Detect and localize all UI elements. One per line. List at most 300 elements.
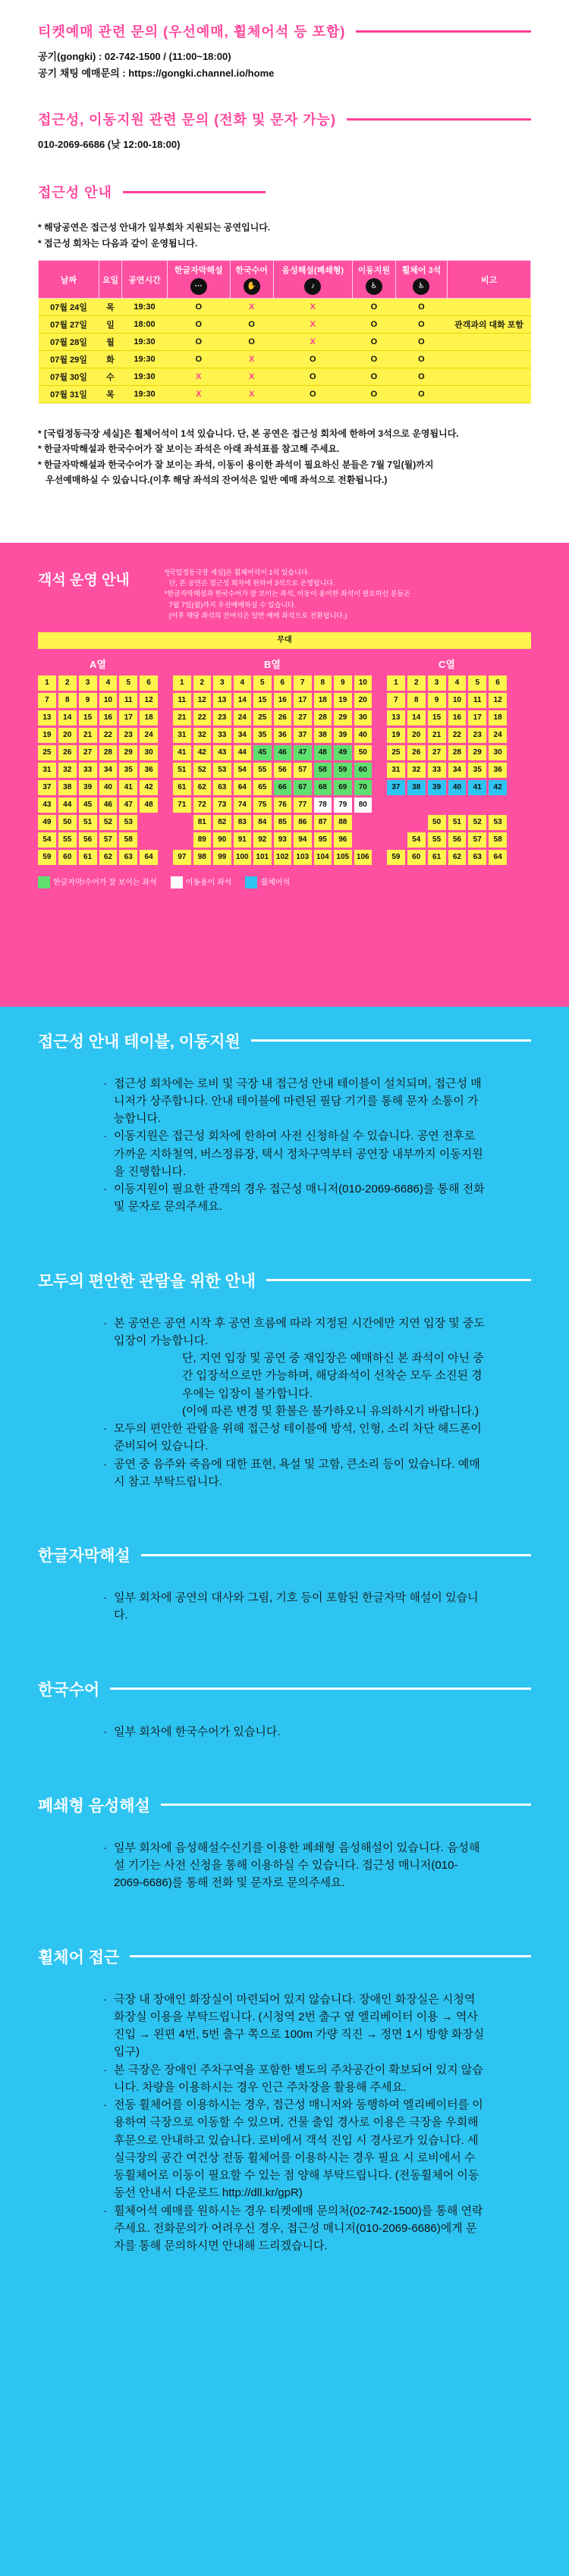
seat[interactable]: 2 [407,675,426,691]
seat[interactable]: 18 [489,710,507,725]
title-divider [266,1279,531,1281]
seat[interactable]: 42 [193,745,212,760]
table-cell: O [395,316,447,334]
seat[interactable]: 43 [213,745,231,760]
seat[interactable]: 58 [314,763,332,778]
table-cell: O [168,316,231,334]
seat[interactable]: 78 [314,798,332,813]
seat[interactable]: 28 [448,745,467,760]
seat[interactable]: 57 [99,832,118,848]
access-after-note: * [국립정동극장 세실]은 휠체어석이 1석 있습니다. 단, 본 공연은 접근성 회차에 한하여 3석으로 운영됩니다. [38,428,459,440]
seat[interactable]: 19 [387,728,405,743]
cyan-section [0,1007,569,2576]
seat[interactable]: 54 [234,763,252,778]
seat[interactable]: 51 [79,815,97,830]
col-header: 날짜 [39,261,99,299]
seat[interactable]: 81 [193,815,212,830]
seat[interactable]: 26 [58,745,77,760]
seat[interactable]: 90 [213,832,231,848]
seat[interactable]: 60 [354,763,373,778]
seat[interactable]: 5 [119,675,137,691]
seat[interactable]: 42 [140,780,158,795]
col-header: 비고 [448,261,531,299]
list-item: · 일부 회차에 한국수어가 있습니다. [114,1723,486,1741]
seat[interactable]: 60 [407,850,426,865]
seat[interactable]: 92 [253,832,272,848]
seat[interactable]: 59 [38,850,56,865]
seat[interactable]: 102 [274,850,292,865]
seat[interactable]: 3 [79,675,97,691]
seat[interactable]: 50 [58,815,77,830]
access-guide-title: 접근성 안내 [38,185,112,201]
table-cell: 07월 27일 [39,316,99,334]
seat[interactable]: 53 [213,763,231,778]
seat[interactable]: 99 [213,850,231,865]
seat[interactable]: 53 [119,815,137,830]
seat[interactable]: 63 [119,850,137,865]
seat[interactable]: 28 [314,710,332,725]
seat[interactable]: 95 [314,832,332,848]
list-item: · 이동지원은 접근성 회차에 한하여 사전 신청하실 수 있습니다. 공연 전후로 가까운 지하철역, 버스정류장, 택시 정차구역부터 공연장 내부까지 이동지원을 진행합니다. [114,1127,486,1180]
table-cell: 19:30 [122,334,168,351]
walking-icon: ♿ [366,278,382,295]
table-cell: O [168,351,231,368]
seat[interactable]: 104 [314,850,332,865]
seat[interactable]: 29 [119,745,137,760]
access-after-notes [38,426,531,514]
col-header [395,261,447,299]
seat-empty [173,832,191,848]
seat[interactable]: 49 [38,815,56,830]
table-cell: X [273,316,352,334]
seat-empty [407,798,426,813]
seat[interactable]: 22 [99,728,118,743]
seat[interactable]: 5 [468,675,486,691]
seat[interactable]: 91 [234,832,252,848]
seat[interactable]: 83 [234,815,252,830]
seat[interactable]: 47 [294,745,312,760]
seat[interactable]: 7 [294,675,312,691]
seat[interactable]: 73 [213,798,231,813]
seat[interactable]: 33 [213,728,231,743]
seat-blocks [38,657,531,865]
seat[interactable]: 33 [79,763,97,778]
seat-empty [489,798,507,813]
table-cell [448,299,531,316]
seat[interactable]: 64 [234,780,252,795]
seat[interactable]: 27 [294,710,312,725]
seat[interactable]: 69 [334,780,352,795]
seat[interactable]: 41 [468,780,486,795]
seat[interactable]: 34 [448,763,467,778]
seat[interactable]: 19 [38,728,56,743]
seat[interactable]: 45 [253,745,272,760]
seat[interactable]: 4 [234,675,252,691]
seat-note: 7월 7일(월)까지 우선예매하실 수 있습니다. [168,600,297,609]
seat[interactable]: 15 [253,693,272,708]
seat[interactable]: 23 [468,728,486,743]
seat[interactable]: 63 [468,850,486,865]
seat[interactable]: 7 [38,693,56,708]
seat[interactable]: 66 [274,780,292,795]
seat[interactable]: 4 [99,675,118,691]
title-divider [141,1554,531,1556]
seat[interactable]: 31 [38,763,56,778]
table-cell: 관객과의 대화 포함 [448,316,531,334]
s4-title-row [0,1678,569,1700]
seat[interactable]: 52 [468,815,486,830]
seat[interactable]: 80 [354,798,373,813]
table-cell: O [273,386,352,403]
seat[interactable]: 76 [274,798,292,813]
seat[interactable]: 88 [334,815,352,830]
seat[interactable]: 37 [294,728,312,743]
seat[interactable]: 6 [489,675,507,691]
seat[interactable]: 87 [314,815,332,830]
seat[interactable]: 12 [140,693,158,708]
s5-title: 폐쇄형 음성해설 [38,1797,150,1815]
seat[interactable]: 50 [428,815,446,830]
seat[interactable]: 26 [407,745,426,760]
seat[interactable]: 50 [354,745,373,760]
seat[interactable]: 56 [79,832,97,848]
seat[interactable]: 5 [253,675,272,691]
table-cell: X [168,368,231,386]
title-divider [251,1039,531,1042]
seat[interactable]: 32 [193,728,212,743]
table-row [39,334,531,351]
table-row [39,386,531,403]
seat[interactable]: 14 [234,693,252,708]
seat[interactable]: 23 [213,710,231,725]
seat[interactable]: 65 [253,780,272,795]
seat[interactable]: 62 [448,850,467,865]
seat[interactable]: 29 [334,710,352,725]
seat[interactable]: 101 [253,850,272,865]
seat[interactable]: 25 [387,745,405,760]
seat[interactable]: 15 [79,710,97,725]
seat[interactable]: 55 [253,763,272,778]
seat[interactable]: 36 [489,763,507,778]
seat[interactable]: 12 [489,693,507,708]
seat[interactable]: 2 [193,675,212,691]
seat[interactable]: 41 [173,745,191,760]
seat[interactable]: 24 [234,710,252,725]
seat[interactable]: 35 [119,763,137,778]
access-note: * 접근성 회차는 다음과 같이 운영됩니다. [38,237,198,249]
seat[interactable]: 75 [253,798,272,813]
seat[interactable]: 8 [314,675,332,691]
seat[interactable]: 23 [119,728,137,743]
legend-label: 휠체어석 [260,878,291,887]
seat[interactable]: 1 [38,675,56,691]
seat[interactable]: 40 [354,728,373,743]
seat[interactable]: 38 [407,780,426,795]
seat[interactable]: 14 [58,710,77,725]
seat[interactable]: 6 [274,675,292,691]
seat[interactable]: 41 [119,780,137,795]
seat-header [38,561,531,622]
seat[interactable]: 16 [99,710,118,725]
seat[interactable]: 31 [173,728,191,743]
seat[interactable]: 18 [314,693,332,708]
seat[interactable]: 64 [140,850,158,865]
list-item: · 전동 휠체어를 이용하시는 경우, 접근성 매니저와 동행하여 엘리베이터를 이용하여 극장으로 이동할 수 있으며, 건물 출입 경사로 이용은 극장을 우회해 후문으로 안내하고 있습니다. 로비에서 객석 진입 시 경사로가 있습니다. 세실극장의 공간 여건상 전동 휠체어를 이용하시는 경우 필요 시 로비에서 수동휠체어로 이동이 필요할 수 있는 점 양해 부탁드립니다. (전동휠체어 이동 동선 안내서 다운로드 http://dll.kr/gpR) [114,2096,486,2202]
seat[interactable]: 13 [387,710,405,725]
ticket-phone: 공기(gongki) : 02-742-1500 / (11:00~18:00) [38,51,231,62]
seat[interactable]: 10 [99,693,118,708]
access-after-note: 우선예매하실 수 있습니다.(이후 해당 좌석의 잔여석은 일반 예매 좌석으로 전환됩니다.) [46,475,388,486]
seat[interactable]: 20 [407,728,426,743]
seat[interactable]: 96 [334,832,352,848]
seat[interactable]: 62 [99,850,118,865]
access-after-note: * 한글자막해설과 한국수어가 잘 보이는 좌석은 아래 좌석표를 참고해 주세요. [38,443,340,455]
seat-empty [468,798,486,813]
seat[interactable]: 22 [448,728,467,743]
seat[interactable]: 8 [407,693,426,708]
seat[interactable]: 25 [253,710,272,725]
seat[interactable]: 103 [294,850,312,865]
legend-label: 이동용이 좌석 [185,878,232,887]
seat[interactable]: 93 [274,832,292,848]
seat[interactable]: 49 [334,745,352,760]
seat[interactable]: 79 [334,798,352,813]
seat[interactable]: 36 [274,728,292,743]
seat[interactable]: 61 [173,780,191,795]
seat[interactable]: 70 [354,780,373,795]
seat[interactable]: 15 [428,710,446,725]
table-cell: 수 [99,368,122,386]
seat[interactable]: 59 [387,850,405,865]
seat[interactable]: 1 [173,675,191,691]
seat[interactable]: 82 [213,815,231,830]
seat[interactable]: 32 [58,763,77,778]
seat[interactable]: 86 [294,815,312,830]
seat[interactable]: 20 [354,693,373,708]
seat[interactable]: 11 [119,693,137,708]
seat[interactable]: 97 [173,850,191,865]
s6-list [0,1991,569,2255]
seat[interactable]: 51 [173,763,191,778]
seat[interactable]: 39 [334,728,352,743]
table-row [39,368,531,386]
seat[interactable]: 42 [489,780,507,795]
seat[interactable]: 94 [294,832,312,848]
seat[interactable]: 26 [274,710,292,725]
seat[interactable]: 46 [99,798,118,813]
seat[interactable]: 89 [193,832,212,848]
table-row [39,316,531,334]
seat[interactable]: 51 [448,815,467,830]
seat[interactable]: 17 [468,710,486,725]
seat[interactable]: 27 [79,745,97,760]
seat[interactable]: 59 [334,763,352,778]
seat[interactable]: 84 [253,815,272,830]
seat[interactable]: 39 [79,780,97,795]
seat[interactable]: 44 [234,745,252,760]
seat[interactable]: 105 [334,850,352,865]
seat-section [0,543,569,1007]
seat[interactable]: 36 [140,763,158,778]
seat[interactable]: 60 [58,850,77,865]
table-cell: X [230,368,273,386]
s1-title: 접근성 안내 테이블, 이동지원 [38,1033,240,1051]
seat[interactable]: 98 [193,850,212,865]
seat[interactable]: 21 [79,728,97,743]
table-cell [448,386,531,403]
seat[interactable]: 38 [314,728,332,743]
seat[interactable]: 20 [58,728,77,743]
seat[interactable]: 34 [234,728,252,743]
seat[interactable]: 39 [428,780,446,795]
seat[interactable]: 9 [428,693,446,708]
table-cell: O [395,386,447,403]
seat[interactable]: 30 [489,745,507,760]
seat[interactable]: 55 [58,832,77,848]
seat[interactable]: 48 [140,798,158,813]
table-cell: 19:30 [122,368,168,386]
seat[interactable]: 58 [489,832,507,848]
seat[interactable]: 22 [193,710,212,725]
seat[interactable]: 11 [468,693,486,708]
seat[interactable]: 9 [334,675,352,691]
seat[interactable]: 34 [99,763,118,778]
seat-empty [354,815,373,830]
seat[interactable]: 38 [58,780,77,795]
seat[interactable]: 54 [38,832,56,848]
seat[interactable]: 13 [213,693,231,708]
seat[interactable]: 25 [38,745,56,760]
seat[interactable]: 74 [234,798,252,813]
seat[interactable]: 35 [253,728,272,743]
table-cell: 07월 24일 [39,299,99,316]
block-a-grid [38,675,158,865]
col-header: 요일 [99,261,122,299]
s2-title-row [0,1269,569,1292]
seat[interactable]: 58 [119,832,137,848]
seat[interactable]: 29 [468,745,486,760]
seat[interactable]: 48 [314,745,332,760]
s2-list [0,1315,569,1491]
seat[interactable]: 40 [99,780,118,795]
seat[interactable]: 7 [387,693,405,708]
seat[interactable]: 46 [274,745,292,760]
seat[interactable]: 32 [407,763,426,778]
seat[interactable]: 16 [274,693,292,708]
table-cell: X [230,386,273,403]
seat[interactable]: 64 [489,850,507,865]
seat[interactable]: 30 [354,710,373,725]
seat[interactable]: 8 [58,693,77,708]
table-cell [448,368,531,386]
seat[interactable]: 10 [354,675,373,691]
seat[interactable]: 68 [314,780,332,795]
seat[interactable]: 33 [428,763,446,778]
seat[interactable]: 24 [489,728,507,743]
table-cell: O [395,299,447,316]
seat[interactable]: 57 [468,832,486,848]
seat[interactable]: 30 [140,745,158,760]
seat[interactable]: 3 [428,675,446,691]
seat[interactable]: 1 [387,675,405,691]
table-cell: X [273,299,352,316]
seat[interactable]: 10 [448,693,467,708]
seat[interactable]: 2 [58,675,77,691]
seat[interactable]: 55 [428,832,446,848]
seat[interactable]: 9 [79,693,97,708]
seat[interactable]: 18 [140,710,158,725]
seat[interactable]: 56 [274,763,292,778]
seat[interactable]: 57 [294,763,312,778]
seat[interactable]: 16 [448,710,467,725]
s1-title-row [0,1029,569,1052]
seat[interactable]: 52 [193,763,212,778]
seat[interactable]: 24 [140,728,158,743]
seat[interactable]: 14 [407,710,426,725]
seat[interactable]: 17 [294,693,312,708]
title-divider [356,30,531,33]
seat[interactable]: 13 [38,710,56,725]
seat[interactable]: 37 [38,780,56,795]
seat[interactable]: 6 [140,675,158,691]
seat[interactable]: 12 [193,693,212,708]
wheelchair-label: 휠체어 3석 [401,266,442,276]
seat-empty [140,832,158,848]
seat[interactable]: 45 [79,798,97,813]
table-cell: X [168,386,231,403]
seat[interactable]: 77 [294,798,312,813]
seat[interactable]: 53 [489,815,507,830]
seat[interactable]: 28 [99,745,118,760]
seat[interactable]: 62 [193,780,212,795]
seat[interactable]: 106 [354,850,373,865]
seat[interactable]: 52 [99,815,118,830]
seat[interactable]: 43 [38,798,56,813]
table-cell: O [273,351,352,368]
seat[interactable]: 85 [274,815,292,830]
seat[interactable]: 11 [173,693,191,708]
seat[interactable]: 31 [387,763,405,778]
seat[interactable]: 72 [193,798,212,813]
seat[interactable]: 21 [428,728,446,743]
seat[interactable]: 3 [213,675,231,691]
seat[interactable]: 4 [448,675,467,691]
ticket-chat[interactable]: 공기 채팅 예매문의 : https://gongki.channel.io/home [38,67,275,80]
seat[interactable]: 40 [448,780,467,795]
table-cell: O [395,334,447,351]
seat-notes [165,567,410,622]
seat[interactable]: 27 [428,745,446,760]
seat[interactable]: 19 [334,693,352,708]
seat[interactable]: 67 [294,780,312,795]
seat[interactable]: 56 [448,832,467,848]
seat[interactable]: 61 [428,850,446,865]
seat[interactable]: 47 [119,798,137,813]
seat[interactable]: 44 [58,798,77,813]
seat[interactable]: 35 [468,763,486,778]
seat[interactable]: 71 [173,798,191,813]
seat[interactable]: 54 [407,832,426,848]
list-item: · 휠체어석 예매를 원하시는 경우 티켓예매 문의처(02-742-1500)를 통해 연락주세요. 전화문의가 어려우신 경우, 접근성 매니저(010-2069-6686)에게 문자를 통해 문의하시면 안내해 드리겠습니다. [114,2202,486,2255]
seat[interactable]: 21 [173,710,191,725]
seat[interactable]: 100 [234,850,252,865]
table-cell: 07월 30일 [39,368,99,386]
seat[interactable]: 63 [213,780,231,795]
seat[interactable]: 61 [79,850,97,865]
legend-item [245,876,290,888]
seat[interactable]: 37 [387,780,405,795]
seat[interactable]: 17 [119,710,137,725]
